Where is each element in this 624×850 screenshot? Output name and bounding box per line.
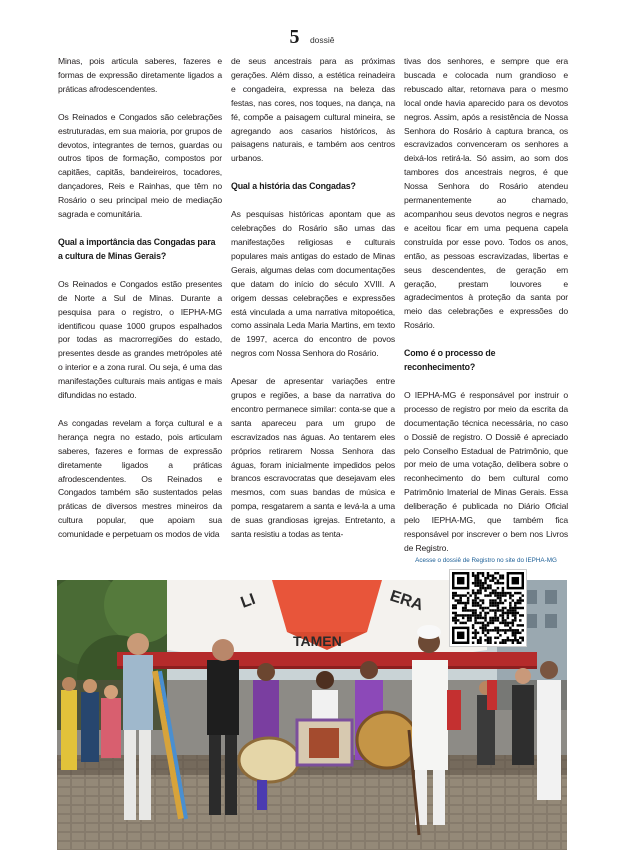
banner-text-left: LI (238, 590, 258, 612)
text-column-2 (231, 55, 395, 556)
banner-text-right: ERA (387, 587, 426, 615)
page-number: 5 (289, 26, 300, 48)
paragraph: Os Reinados e Congados estão presentes de Norte a Sul de Minas. Durante a pesquisa para o registro, o IEPHA-MG identificou quase 1000 grupos espalhados por todas as macrorregiões do estado, presentes desde as grandes metrópoles até o interior e a zona rural. Ou seja, é uma das manifestações culturais mais antigas e mais difundidas no estado. (58, 278, 222, 401)
paragraph: tivas dos senhores, e sempre que era buscada e colocada num grandioso e rebuscado altar, retornava para o mesmo local onde havia aparecido para os devotos negros. Assim, após a resistência de Nossa Senhora do Rosário à captura branca, os escravizados convenceram os senhores a deixá-los retirá-la. Só assim, ao som dos tambores dos ancestrais negros, é que Nossa Senhora do Rosário atendeu permanentemente ao chamado, acompanhou seus devotos negros e negras e aceitou ficar em uma pequena capela construída por esse povo. Todos os anos, então, as pessoas escravizadas, libertas e seus descendentes, de geração em geração, prestam louvores e agradecimentos à proteção da santa por meio das celebrações e expressões do Rosário. (404, 56, 568, 331)
paragraph: As pesquisas históricas apontam que as celebrações do Rosário são umas das manifestações religiosas e culturais populares mais antigas do estado de Minas Gerais, algumas delas com documentações que datam do início do século XVIII. A origem dessas celebrações e expressões está vinculada a uma narrativa mitopoética, como assinala Leda Maria Martins, em texto de 1997, acerca do encontro de povos negros com Nossa Senhora do Rosário. (231, 209, 395, 359)
text-column-1 (58, 55, 222, 556)
banner-text-bottom: TAMEN (293, 633, 342, 649)
qr-code[interactable] (450, 570, 526, 646)
page-header (0, 26, 624, 50)
paragraph: Minas, pois articula saberes, fazeres e formas de expressão diretamente ligados a práticas afrodescendentes. (58, 56, 222, 94)
section-label: dossiê (309, 35, 335, 45)
section-heading: Qual a importância das Congadas para a cultura de Minas Gerais? (58, 236, 216, 261)
paragraph: Apesar de apresentar variações entre grupos e regiões, a base da narrativa do encontro permanece similar: conta-se que a santa apareceu para um grupo de escravizados nas águas. Ao tentarem eles próprios retirarem Nossa Senhora das águas, foram inicialmente impedidos pelos brancos escravocratas que desejavam eles mesmos, com suas bandas de música e pompa, resgatarem a santa e levá-la a uma de suas grandiosas igrejas. Entretanto, a santa resistiu a todas as tenta- (231, 376, 395, 540)
section-heading: Qual a história das Congadas? (231, 181, 356, 192)
section-heading: Como é o processo de reconhecimento? (404, 348, 496, 373)
paragraph: Os Reinados e Congados são celebrações estruturadas, em sua maioria, por grupos de devotos, integrantes de ternos, guardas ou outros tipos de formação, compostos por capitães, capitãs, bandeireiros, tocadores, dançadores, Reis e Rainhas, que têm no Rosário o seu principal meio de mediação sagrada e comunitária. (58, 111, 222, 220)
paragraph: de seus ancestrais para as próximas gerações. Além disso, a estética reinadeira e congadeira, expressa na beleza das festas, nas cores, nos toques, na dança, na fé, compõe a paisagem cultural mineira, se agregando aos casarios históricos, às paisagens naturais, e também aos centros urbanos. (231, 56, 395, 164)
text-column-3 (404, 55, 568, 570)
paragraph: O IEPHA-MG é responsável por instruir o processo de registro por meio da escrita da documentação técnica necessária, no caso o Dossiê de registro. O Dossiê é apreciado pelo Conselho Estadual de Patrimônio, que por meio de uma votação, delibera sobre o reconhecimento do bem cultural como Patrimônio Imaterial de Minas Gerais. Essa deliberação é publicada no Diário Oficial pelo IEPHA-MG, que também fica responsável por inscrever o bem nos Livros de Registro. (404, 389, 568, 553)
qr-caption[interactable]: Acesse o dossiê de Registro no site do IEPHA-MG (415, 557, 557, 564)
paragraph: As congadas revelam a força cultural e a herança negra no estado, pois articulam saberes, fazeres e formas de expressão diretamente ligados a práticas afrodescendentes. Os Reinados e Congados também são sustentados pelas práticas de diversos mestres mineiros da cultura popular, que apoiam sua comunidade e perpetuam os modos de vida (58, 417, 222, 540)
qr-code-icon (452, 572, 524, 644)
